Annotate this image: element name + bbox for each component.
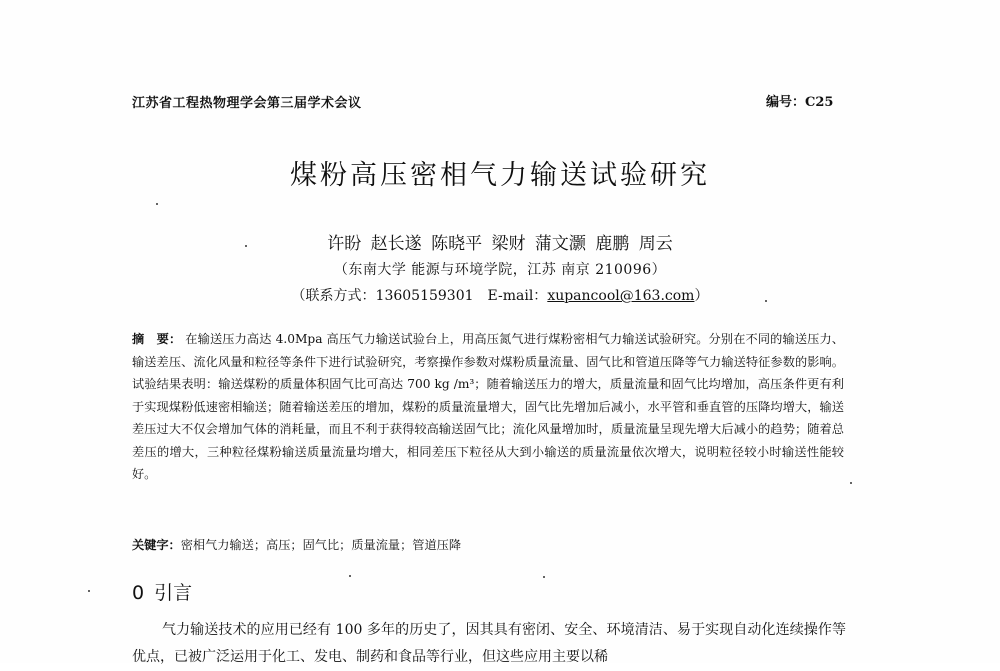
keywords-label: 关键字： (132, 538, 181, 552)
abstract-text: 在输送压力高达 4.0Mpa 高压气力输送试验台上，用高压氮气进行煤粉密相气力输送试验研究。分别在不同的输送压力、输送差压、流化风量和粒径等条件下进行试验研究，考察操作参数对煤粉质量流量、固气比和管道压降等气力输送特征参数的影响。试验结果表明：输送煤粉的质量体积固气比可高达 700 kg /m³；随着输送压力的增大，质量流量和固气比均增加，高压条件更有利于实现煤粉低速密相输送；随着输送差压的增加，煤粉的质量流量增大，固气比先增加后减小，水平管和垂直管的压降均增大，输送差压过大不仅会增加气体的消耗量，而且不利于获得较高输送固气比；流化风量增加时，质量流量呈现先增大后减小的趋势；随着总差压的增大，三种粒径煤粉输送质量流量均增大，相同差压下粒径从大到小输送的质量流量依次增大，说明粒径较小时输送性能较好。 (132, 332, 844, 481)
author-list: 许盼 赵长遂 陈晓平 梁财 蒲文灏 鹿鹏 周云 (327, 234, 673, 254)
contact-prefix: （联系方式：13605159301 E-mail： (291, 288, 548, 304)
section-heading (132, 578, 192, 605)
scan-speck (850, 482, 852, 484)
abstract-label: 摘 要： (132, 332, 182, 346)
conference-header: 江苏省工程热物理学会第三届学术会议 (132, 96, 362, 111)
scan-speck (156, 203, 158, 205)
affiliation: （东南大学 能源与环境学院，江苏 南京 210096） (333, 262, 667, 278)
keywords-text: 密相气力输送；高压；固气比；质量流量；管道压降 (180, 538, 462, 552)
paper-title: 煤粉高压密相气力输送试验研究 (290, 160, 710, 191)
section-title: 引言 (154, 582, 193, 604)
contact-line (0, 285, 1000, 305)
scan-speck (349, 575, 351, 577)
scan-speck (88, 590, 90, 592)
scan-speck (543, 576, 545, 578)
paper-number: 编号：C25 (766, 95, 834, 110)
scan-speck (765, 300, 767, 302)
contact-suffix: ） (694, 288, 709, 304)
email-link[interactable]: xupancool@163.com (547, 288, 695, 304)
body-paragraph: 气力输送技术的应用已经有 100 多年的历史了，因其具有密闭、安全、环境清洁、易于实现自动化连续操作等优点，已被广泛运用于化工、发电、制药和食品等行业，但这些应用主要以稀 (132, 622, 846, 665)
scan-speck (245, 245, 247, 247)
section-number: 0 (132, 582, 145, 604)
keywords (132, 536, 461, 553)
abstract (132, 328, 844, 486)
